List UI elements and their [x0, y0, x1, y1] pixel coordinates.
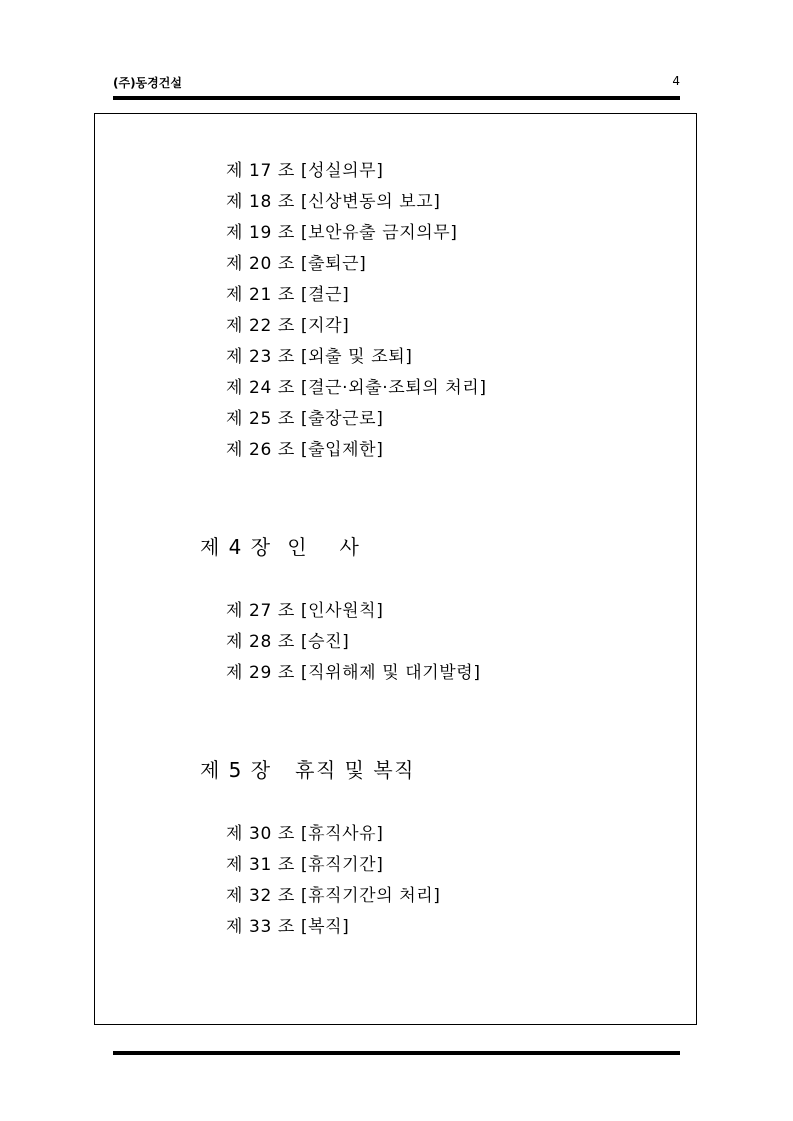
- article-20: 제 20 조 [출퇴근]: [226, 254, 367, 274]
- page-header: [113, 74, 680, 94]
- article-26: 제 26 조 [출입제한]: [226, 440, 384, 460]
- article-23: 제 23 조 [외출 및 조퇴]: [226, 347, 413, 367]
- footer-rule: [113, 1051, 680, 1055]
- article-28: 제 28 조 [승진]: [226, 632, 350, 652]
- article-19: 제 19 조 [보안유출 금지의무]: [226, 223, 458, 243]
- chapter-4-heading: 제 4 장 인 사: [200, 535, 361, 559]
- page-number: 4: [672, 74, 680, 88]
- article-24: 제 24 조 [결근·외출·조퇴의 처리]: [226, 378, 487, 398]
- article-25: 제 25 조 [출장근로]: [226, 409, 384, 429]
- article-22: 제 22 조 [지각]: [226, 316, 350, 336]
- article-17: 제 17 조 [성실의무]: [226, 161, 384, 181]
- article-27: 제 27 조 [인사원칙]: [226, 601, 384, 621]
- header-rule: [113, 96, 680, 100]
- article-29: 제 29 조 [직위해제 및 대기발령]: [226, 663, 481, 683]
- article-21: 제 21 조 [결근]: [226, 285, 350, 305]
- article-31: 제 31 조 [휴직기간]: [226, 855, 384, 875]
- company-name: (주)동경건설: [113, 76, 182, 90]
- article-32: 제 32 조 [휴직기간의 처리]: [226, 886, 441, 906]
- chapter-5-heading: 제 5 장 휴직 및 복직: [200, 758, 415, 782]
- article-33: 제 33 조 [복직]: [226, 917, 350, 937]
- article-18: 제 18 조 [신상변동의 보고]: [226, 192, 441, 212]
- article-30: 제 30 조 [휴직사유]: [226, 824, 384, 844]
